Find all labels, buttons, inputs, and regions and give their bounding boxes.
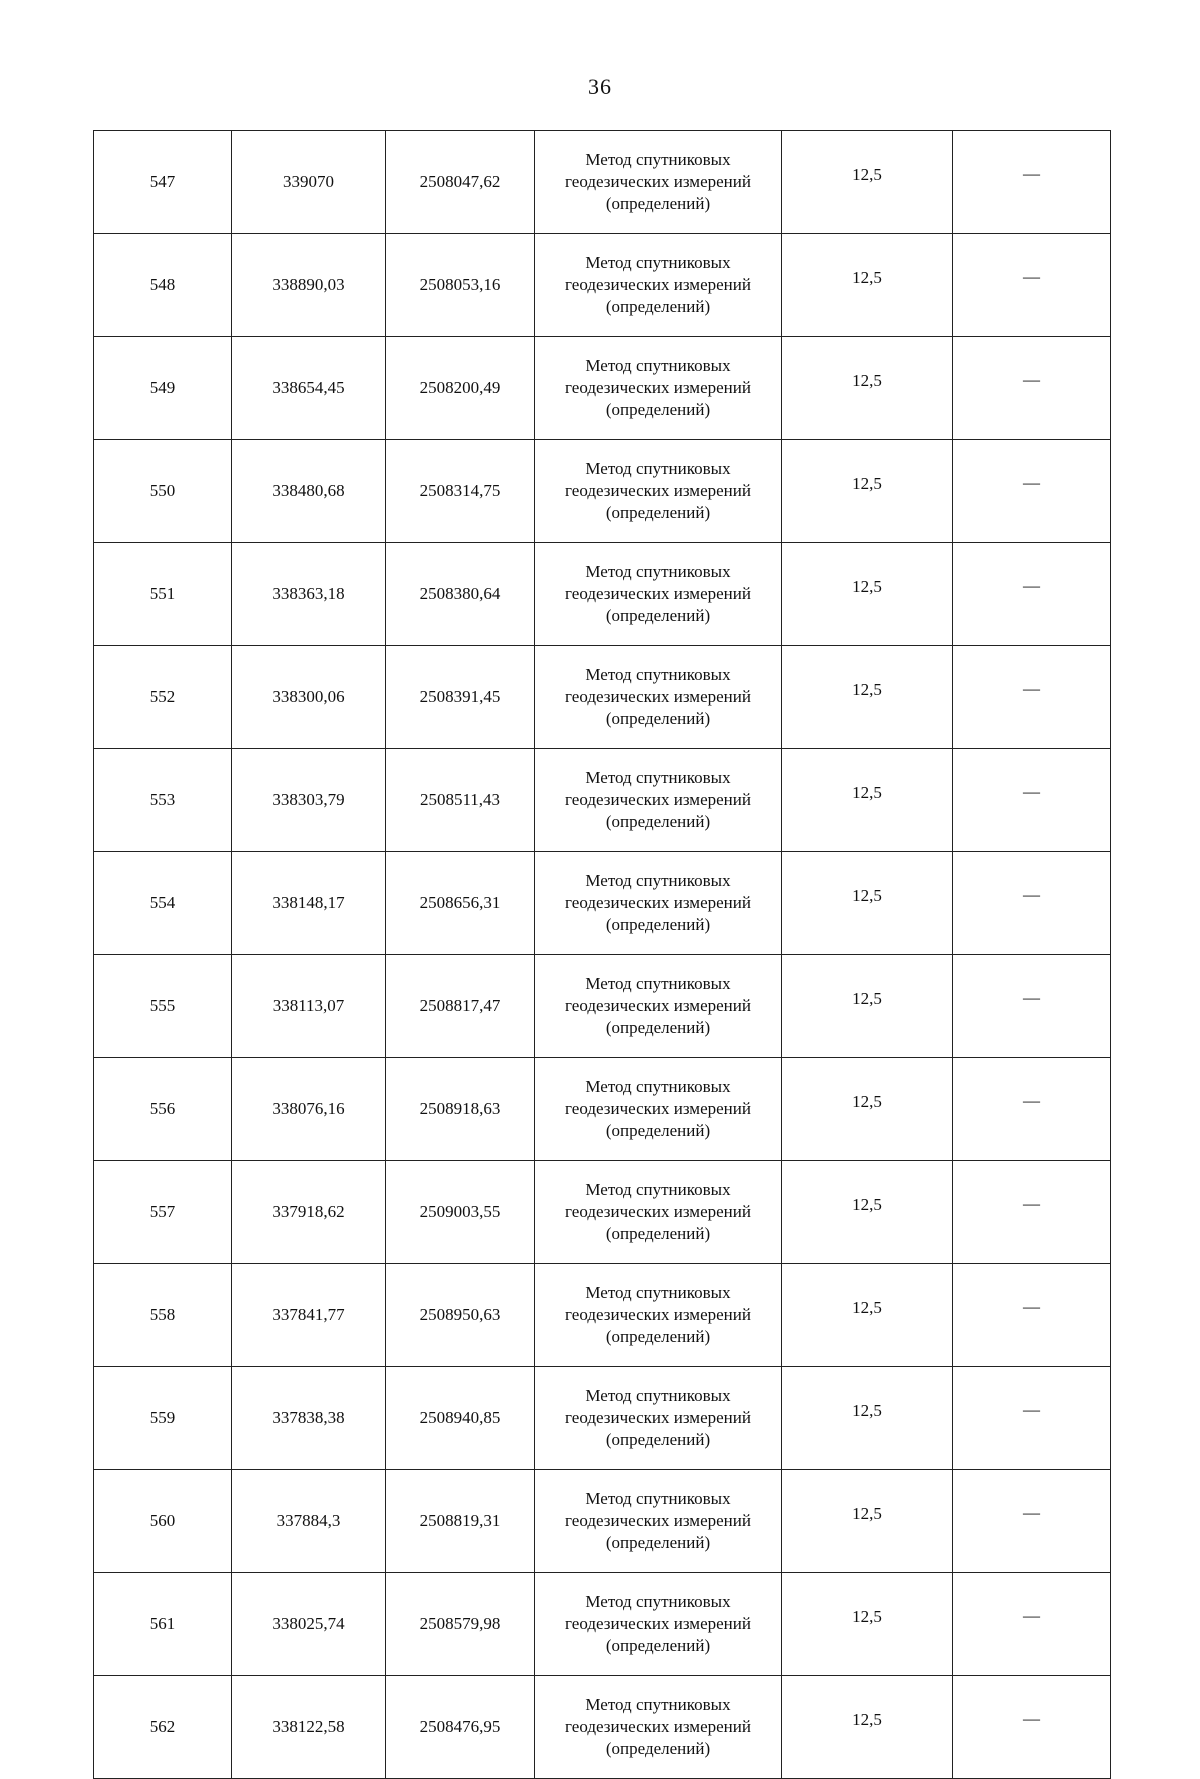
method-text-line: (определений) [605, 812, 711, 831]
x-coordinate-cell: 338303,79 [232, 749, 386, 852]
x-coordinate-cell: 338113,07 [232, 955, 386, 1058]
note-dash: — [1023, 370, 1040, 389]
method-cell [535, 337, 782, 440]
x-coordinate-cell: 338076,16 [232, 1058, 386, 1161]
point-number-cell: 550 [94, 440, 232, 543]
table-row [94, 852, 1111, 955]
point-number-cell: 556 [94, 1058, 232, 1161]
method-text-line: геодезических измерений [565, 1305, 751, 1324]
method-text-line: Метод спутниковых [585, 1386, 731, 1405]
method-cell [535, 955, 782, 1058]
table-row [94, 234, 1111, 337]
method-text-line: Метод спутниковых [585, 356, 731, 375]
note-cell [953, 543, 1111, 646]
x-coordinate-cell: 339070 [232, 131, 386, 234]
accuracy-cell: 12,5 [782, 955, 953, 1058]
method-text-line: (определений) [605, 1636, 711, 1655]
note-dash: — [1023, 1400, 1040, 1419]
y-coordinate-cell: 2508200,49 [386, 337, 535, 440]
y-coordinate-cell: 2508314,75 [386, 440, 535, 543]
method-text-line: Метод спутниковых [585, 150, 731, 169]
table-row [94, 1573, 1111, 1676]
point-number-cell: 549 [94, 337, 232, 440]
accuracy-cell: 12,5 [782, 1161, 953, 1264]
note-cell [953, 749, 1111, 852]
point-number-cell: 553 [94, 749, 232, 852]
method-text-line: Метод спутниковых [585, 1489, 731, 1508]
method-text-line: Метод спутниковых [585, 562, 731, 581]
point-number-cell: 559 [94, 1367, 232, 1470]
method-text-line: (определений) [605, 1533, 711, 1552]
x-coordinate-cell: 338363,18 [232, 543, 386, 646]
note-dash: — [1023, 164, 1040, 183]
accuracy-cell: 12,5 [782, 440, 953, 543]
note-cell [953, 337, 1111, 440]
method-text-line: геодезических измерений [565, 1511, 751, 1530]
note-cell [953, 1264, 1111, 1367]
point-number-cell: 554 [94, 852, 232, 955]
accuracy-cell: 12,5 [782, 337, 953, 440]
y-coordinate-cell: 2508053,16 [386, 234, 535, 337]
accuracy-cell: 12,5 [782, 749, 953, 852]
method-text-line: геодезических измерений [565, 1202, 751, 1221]
method-text-line: геодезических измерений [565, 378, 751, 397]
method-cell [535, 1264, 782, 1367]
x-coordinate-cell: 338025,74 [232, 1573, 386, 1676]
x-coordinate-cell: 338890,03 [232, 234, 386, 337]
x-coordinate-cell: 338300,06 [232, 646, 386, 749]
point-number-cell: 547 [94, 131, 232, 234]
note-cell [953, 1161, 1111, 1264]
table-row [94, 543, 1111, 646]
table-row [94, 955, 1111, 1058]
note-dash: — [1023, 782, 1040, 801]
method-text-line: геодезических измерений [565, 893, 751, 912]
method-cell [535, 234, 782, 337]
method-text-line: Метод спутниковых [585, 1283, 731, 1302]
method-text-line: Метод спутниковых [585, 1077, 731, 1096]
method-text-line: (определений) [605, 503, 711, 522]
method-text-line: (определений) [605, 1327, 711, 1346]
table-row [94, 646, 1111, 749]
note-dash: — [1023, 988, 1040, 1007]
table-row [94, 1367, 1111, 1470]
point-number-cell: 562 [94, 1676, 232, 1779]
note-cell [953, 646, 1111, 749]
table-row [94, 131, 1111, 234]
y-coordinate-cell: 2508476,95 [386, 1676, 535, 1779]
note-dash: — [1023, 1194, 1040, 1213]
method-text-line: (определений) [605, 400, 711, 419]
method-text-line: Метод спутниковых [585, 253, 731, 272]
y-coordinate-cell: 2508817,47 [386, 955, 535, 1058]
table-row [94, 440, 1111, 543]
method-text-line: Метод спутниковых [585, 974, 731, 993]
y-coordinate-cell: 2508819,31 [386, 1470, 535, 1573]
note-dash: — [1023, 1503, 1040, 1522]
note-dash: — [1023, 1091, 1040, 1110]
method-text-line: геодезических измерений [565, 275, 751, 294]
accuracy-cell: 12,5 [782, 646, 953, 749]
method-text-line: Метод спутниковых [585, 1180, 731, 1199]
method-text-line: Метод спутниковых [585, 459, 731, 478]
x-coordinate-cell: 338122,58 [232, 1676, 386, 1779]
method-cell [535, 1367, 782, 1470]
note-cell [953, 1367, 1111, 1470]
method-cell [535, 543, 782, 646]
note-dash: — [1023, 885, 1040, 904]
note-dash: — [1023, 1297, 1040, 1316]
method-text-line: геодезических измерений [565, 584, 751, 603]
table-row [94, 337, 1111, 440]
table-row [94, 1470, 1111, 1573]
x-coordinate-cell: 337918,62 [232, 1161, 386, 1264]
method-text-line: (определений) [605, 709, 711, 728]
method-cell [535, 131, 782, 234]
point-number-cell: 557 [94, 1161, 232, 1264]
note-cell [953, 440, 1111, 543]
table-row [94, 1161, 1111, 1264]
accuracy-cell: 12,5 [782, 131, 953, 234]
note-cell [953, 1676, 1111, 1779]
y-coordinate-cell: 2508380,64 [386, 543, 535, 646]
method-text-line: Метод спутниковых [585, 871, 731, 890]
point-number-cell: 548 [94, 234, 232, 337]
x-coordinate-cell: 337841,77 [232, 1264, 386, 1367]
note-dash: — [1023, 576, 1040, 595]
method-text-line: геодезических измерений [565, 1099, 751, 1118]
method-cell [535, 1470, 782, 1573]
note-dash: — [1023, 679, 1040, 698]
point-number-cell: 558 [94, 1264, 232, 1367]
note-cell [953, 955, 1111, 1058]
method-text-line: (определений) [605, 297, 711, 316]
accuracy-cell: 12,5 [782, 234, 953, 337]
point-number-cell: 551 [94, 543, 232, 646]
method-text-line: (определений) [605, 1018, 711, 1037]
y-coordinate-cell: 2508579,98 [386, 1573, 535, 1676]
note-cell [953, 1058, 1111, 1161]
method-text-line: Метод спутниковых [585, 1695, 731, 1714]
method-text-line: геодезических измерений [565, 172, 751, 191]
method-text-line: геодезических измерений [565, 790, 751, 809]
method-text-line: (определений) [605, 1430, 711, 1449]
y-coordinate-cell: 2508950,63 [386, 1264, 535, 1367]
accuracy-cell: 12,5 [782, 1264, 953, 1367]
method-text-line: (определений) [605, 1739, 711, 1758]
accuracy-cell: 12,5 [782, 543, 953, 646]
method-cell [535, 1161, 782, 1264]
y-coordinate-cell: 2508391,45 [386, 646, 535, 749]
note-cell [953, 131, 1111, 234]
table-body [94, 131, 1111, 1779]
accuracy-cell: 12,5 [782, 1676, 953, 1779]
method-cell [535, 749, 782, 852]
y-coordinate-cell: 2508940,85 [386, 1367, 535, 1470]
note-dash: — [1023, 1709, 1040, 1728]
y-coordinate-cell: 2508047,62 [386, 131, 535, 234]
note-cell [953, 234, 1111, 337]
method-cell [535, 1058, 782, 1161]
method-cell [535, 1676, 782, 1779]
method-text-line: геодезических измерений [565, 481, 751, 500]
coordinates-table [93, 130, 1111, 1779]
table-row [94, 1058, 1111, 1161]
note-cell [953, 1573, 1111, 1676]
method-text-line: геодезических измерений [565, 1614, 751, 1633]
x-coordinate-cell: 338654,45 [232, 337, 386, 440]
table-row [94, 1264, 1111, 1367]
method-text-line: (определений) [605, 194, 711, 213]
note-cell [953, 852, 1111, 955]
method-text-line: Метод спутниковых [585, 665, 731, 684]
accuracy-cell: 12,5 [782, 1367, 953, 1470]
method-text-line: Метод спутниковых [585, 1592, 731, 1611]
method-cell [535, 440, 782, 543]
note-dash: — [1023, 267, 1040, 286]
method-text-line: Метод спутниковых [585, 768, 731, 787]
method-text-line: (определений) [605, 606, 711, 625]
y-coordinate-cell: 2508918,63 [386, 1058, 535, 1161]
accuracy-cell: 12,5 [782, 1058, 953, 1161]
x-coordinate-cell: 338480,68 [232, 440, 386, 543]
table-row [94, 1676, 1111, 1779]
x-coordinate-cell: 337884,3 [232, 1470, 386, 1573]
method-text-line: (определений) [605, 1224, 711, 1243]
accuracy-cell: 12,5 [782, 1573, 953, 1676]
method-text-line: (определений) [605, 915, 711, 934]
note-dash: — [1023, 1606, 1040, 1625]
page-number: 36 [588, 74, 612, 99]
method-text-line: (определений) [605, 1121, 711, 1140]
accuracy-cell: 12,5 [782, 1470, 953, 1573]
method-cell [535, 646, 782, 749]
x-coordinate-cell: 338148,17 [232, 852, 386, 955]
note-dash: — [1023, 473, 1040, 492]
method-cell [535, 1573, 782, 1676]
table-row [94, 749, 1111, 852]
y-coordinate-cell: 2509003,55 [386, 1161, 535, 1264]
note-cell [953, 1470, 1111, 1573]
point-number-cell: 552 [94, 646, 232, 749]
point-number-cell: 560 [94, 1470, 232, 1573]
method-text-line: геодезических измерений [565, 687, 751, 706]
method-text-line: геодезических измерений [565, 1717, 751, 1736]
method-text-line: геодезических измерений [565, 1408, 751, 1427]
x-coordinate-cell: 337838,38 [232, 1367, 386, 1470]
accuracy-cell: 12,5 [782, 852, 953, 955]
point-number-cell: 561 [94, 1573, 232, 1676]
y-coordinate-cell: 2508656,31 [386, 852, 535, 955]
method-cell [535, 852, 782, 955]
y-coordinate-cell: 2508511,43 [386, 749, 535, 852]
method-text-line: геодезических измерений [565, 996, 751, 1015]
point-number-cell: 555 [94, 955, 232, 1058]
